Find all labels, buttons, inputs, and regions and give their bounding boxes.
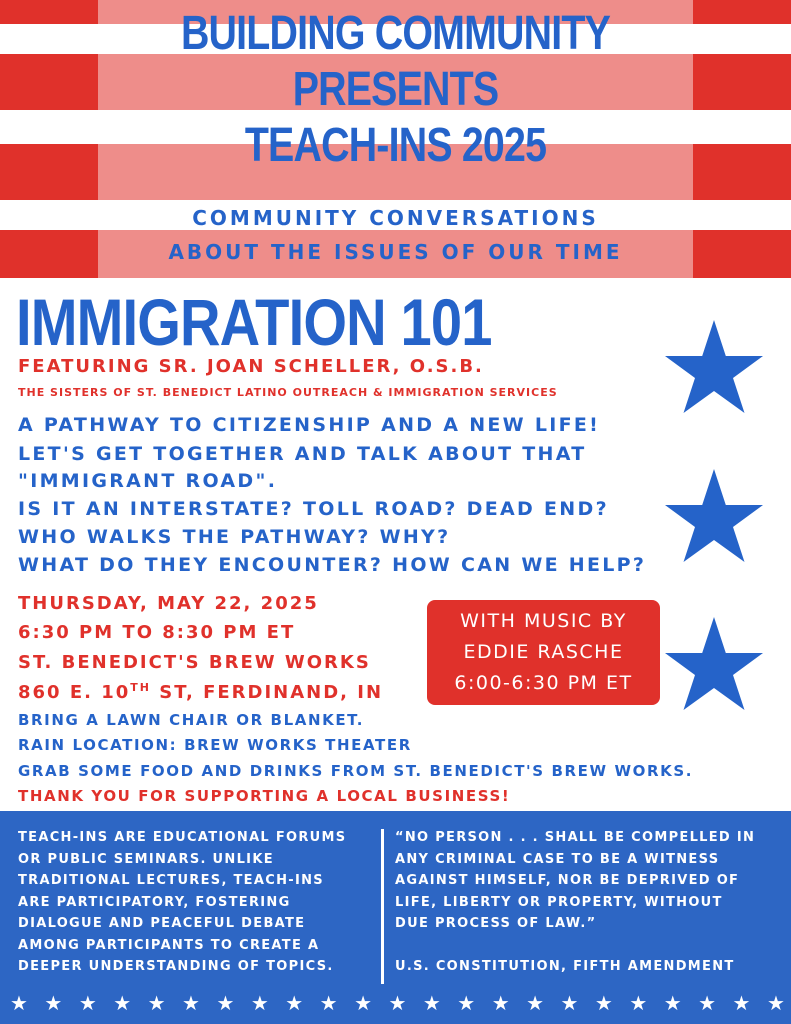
note-rain-location: RAIN LOCATION: BREW WORKS THEATER (18, 736, 412, 754)
star-icon: ★ (698, 991, 717, 1015)
header-line-3: TEACH-INS 2025 (244, 119, 547, 172)
star-icon: ★ (78, 991, 97, 1015)
music-performer: EDDIE RASCHE (463, 641, 624, 663)
star-icon: ★ (285, 991, 304, 1015)
organization-line: THE SISTERS OF ST. BENEDICT LATINO OUTREACH & IMMIGRATION SERVICES (18, 386, 558, 399)
footer-divider (381, 829, 384, 984)
event-time: 6:30 PM TO 8:30 PM ET (18, 622, 296, 643)
star-icon: ★ (250, 991, 269, 1015)
star-icon: ★ (526, 991, 545, 1015)
star-icon: ★ (422, 991, 441, 1015)
star-icon: ★ (491, 991, 510, 1015)
address-city: ST, FERDINAND, IN (151, 682, 384, 703)
event-title: IMMIGRATION 101 (16, 285, 492, 359)
header-line-2: PRESENTS (292, 63, 499, 116)
header-line-1: BUILDING COMMUNITY (180, 7, 611, 60)
header-subtitle-1: COMMUNITY CONVERSATIONS (192, 206, 599, 230)
star-icon: ★ (388, 991, 407, 1015)
star-icon: ★ (629, 991, 648, 1015)
star-icon: ★ (663, 991, 682, 1015)
note-thank-you: THANK YOU FOR SUPPORTING A LOCAL BUSINESS! (18, 787, 511, 805)
music-line-1: WITH MUSIC BY (460, 610, 627, 632)
star-icon (664, 318, 764, 414)
question-line: IS IT AN INTERSTATE? TOLL ROAD? DEAD END? (18, 498, 609, 520)
question-line: A PATHWAY TO CITIZENSHIP AND A NEW LIFE! (18, 414, 601, 436)
star-icon: ★ (354, 991, 372, 1015)
featuring-line: FEATURING SR. JOAN SCHELLER, O.S.B. (18, 356, 484, 377)
star-icon: ★ (10, 991, 28, 1015)
header-subtitle-2: ABOUT THE ISSUES OF OUR TIME (168, 240, 623, 264)
teach-ins-description: TEACH-INS ARE EDUCATIONAL FORUMS OR PUBLIC SEMINARS. UNLIKE TRADITIONAL LECTURES, TEACH-INS ARE PARTICIPATORY, FOSTERING DIALOGUE AND PEACEFUL DEBATE AMONG PARTICIPANTS TO CREATE A DEEPER UNDERSTANDING OF TOPICS. (18, 830, 347, 974)
star-icon: ★ (182, 991, 200, 1015)
music-time: 6:00-6:30 PM ET (454, 672, 633, 694)
question-line: "IMMIGRANT ROAD". (18, 470, 278, 492)
star-icon (664, 467, 764, 563)
star-icon: ★ (766, 991, 785, 1015)
star-icon: ★ (216, 991, 235, 1015)
music-box (427, 600, 660, 705)
footer (0, 811, 791, 1024)
address-ordinal: TH (130, 681, 152, 694)
footer-star-row (10, 991, 785, 1015)
star-icon: ★ (113, 991, 132, 1015)
question-line: WHAT DO THEY ENCOUNTER? HOW CAN WE HELP? (18, 554, 647, 576)
star-icon: ★ (457, 991, 476, 1015)
star-icon: ★ (44, 991, 63, 1015)
constitution-quote: “NO PERSON . . . SHALL BE COMPELLED IN ANY CRIMINAL CASE TO BE A WITNESS AGAINST HIMSELF, NOR BE DEPRIVED OF LIFE, LIBERTY OR PROPERTY, WITHOUT DUE PROCESS OF LAW.” (395, 830, 756, 931)
question-line: LET'S GET TOGETHER AND TALK ABOUT THAT (18, 443, 587, 465)
note-food-drinks: GRAB SOME FOOD AND DRINKS FROM ST. BENEDICT'S BREW WORKS. (18, 762, 694, 780)
star-icon: ★ (147, 991, 166, 1015)
quote-citation: U.S. CONSTITUTION, FIFTH AMENDMENT (395, 959, 735, 974)
event-address (18, 681, 383, 703)
star-icon: ★ (560, 991, 579, 1015)
event-date: THURSDAY, MAY 22, 2025 (18, 593, 319, 614)
star-icon: ★ (732, 991, 751, 1015)
header-title (0, 6, 791, 174)
star-icon: ★ (594, 991, 613, 1015)
event-venue: ST. BENEDICT'S BREW WORKS (18, 652, 371, 673)
address-street: 860 E. 10 (18, 682, 131, 703)
note-lawn-chair: BRING A LAWN CHAIR OR BLANKET. (18, 711, 365, 729)
star-icon: ★ (319, 991, 338, 1015)
question-line: WHO WALKS THE PATHWAY? WHY? (18, 526, 451, 548)
star-icon (664, 615, 764, 711)
